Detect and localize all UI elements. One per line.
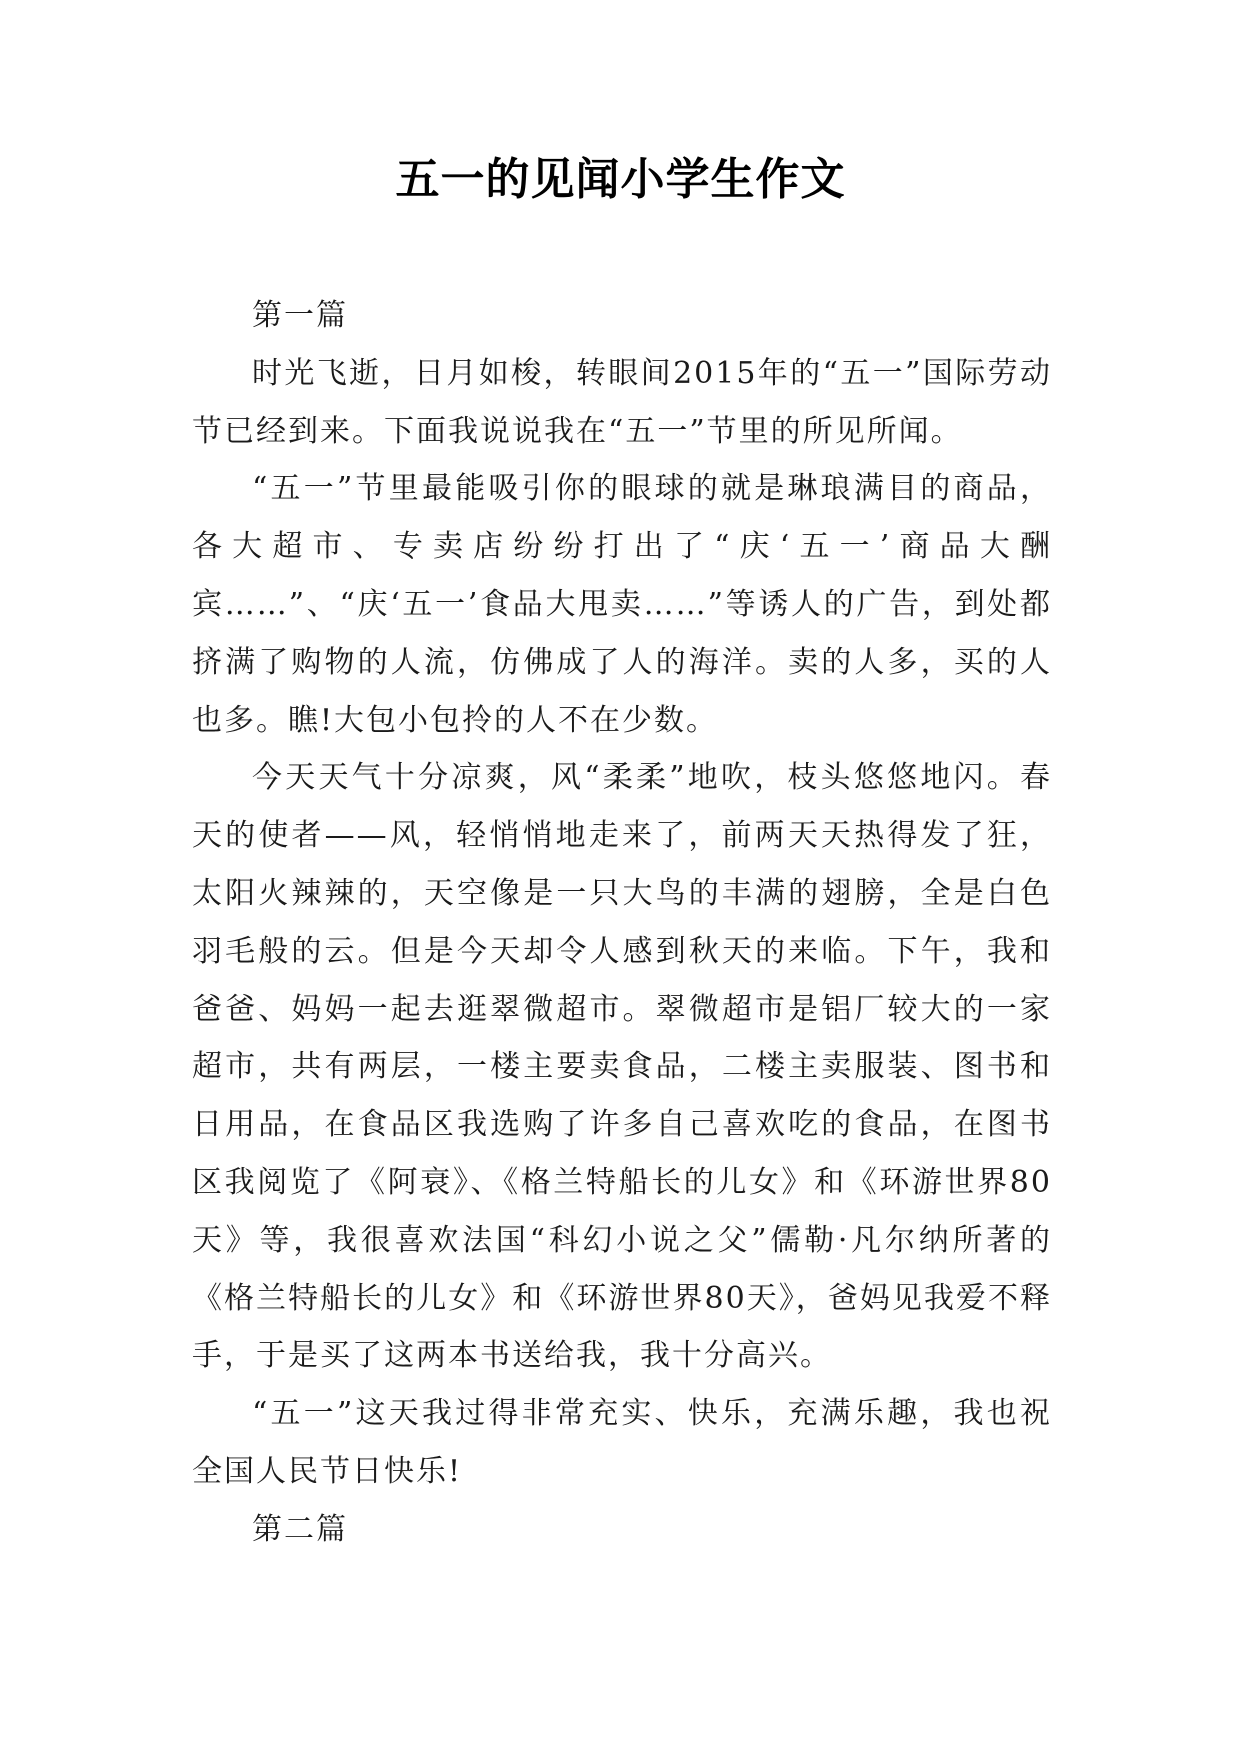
paragraph-4: “五一”这天我过得非常充实、快乐，充满乐趣，我也祝全国人民节日快乐! [192,1396,1052,1489]
paragraph-1: 时光飞逝，日月如梭，转眼间2015年的“五一”国际劳动节已经到来。下面我说说我在“五一”节里的所见所闻。 [192,355,1052,449]
paragraph-2: “五一”节里最能吸引你的眼球的就是琳琅满目的商品，各大超市、专卖店纷纷打出了“庆‘五一’商品大酬宾……”、“庆‘五一’食品大甩卖……”等诱人的广告，到处都挤满了购物的人流，仿佛成了人的海洋。卖的人多，买的人也多。瞧!大包小包拎的人不在少数。 [192,471,1052,738]
section-heading-2: 第二篇 [252,1511,348,1547]
paragraph-3: 今天天气十分凉爽，风“柔柔”地吹，枝头悠悠地闪。春天的使者——风，轻悄悄地走来了，前两天天热得发了狂，太阳火辣辣的，天空像是一只大鸟的丰满的翅膀，全是白色羽毛般的云。但是今天却令人感到秋天的来临。下午，我和爸爸、妈妈一起去逛翠微超市。翠微超市是铝厂较大的一家超市，共有两层，一楼主要卖食品，二楼主卖服装、图书和日用品，在食品区我选购了许多自己喜欢吃的食品，在图书区我阅览了《阿衰》、《格兰特船长的儿女》和《环游世界80天》等，我很喜欢法国“科幻小说之父”儒勒·凡尔纳所著的《格兰特船长的儿女》和《环游世界80天》，爸妈见我爱不释手，于是买了这两本书送给我，我十分高兴。 [192,760,1052,1374]
document-title: 五一的见闻小学生作文 [395,154,846,205]
section-heading-1: 第一篇 [252,298,348,333]
document-body [192,287,1052,1559]
